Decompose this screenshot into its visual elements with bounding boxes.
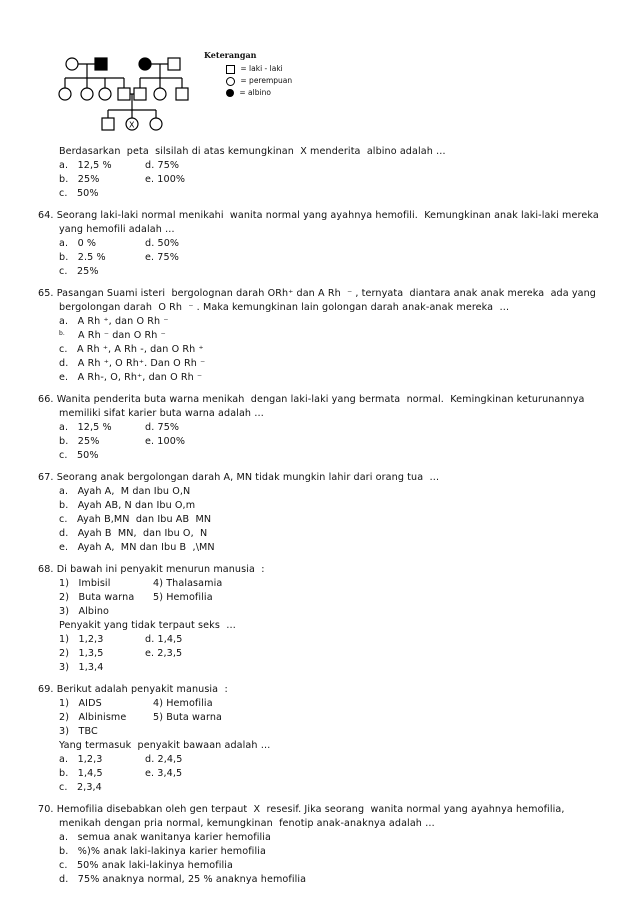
gen2-child-square-icon (118, 88, 130, 100)
q67-option-a: a. Ayah A, M dan Ibu O,N (59, 486, 191, 497)
q68-option-b: 2) 1,3,5 (59, 648, 104, 659)
q65-option-e: e. A Rh-, O, Rh⁺, dan O Rh ⁻ (59, 372, 203, 383)
q66-option-e: e. 100% (145, 436, 186, 447)
gen3-child-circle-icon (150, 118, 162, 130)
gen2-child-circle-icon (99, 88, 111, 100)
gen1-male-icon (168, 58, 180, 70)
q69-item-1: 1) AIDS (59, 698, 102, 709)
q63-option-d: d. 75% (145, 160, 180, 171)
q65-option-d: d. A Rh ⁺, O Rh⁺. Dan O Rh ⁻ (59, 358, 206, 369)
gen3-child-square-icon (102, 118, 114, 130)
gen2-child-circle-icon (81, 88, 93, 100)
q68-item-5: 5) Hemofilia (153, 592, 213, 603)
q69-item-5: 5) Buta warna (153, 712, 223, 723)
gen2-child-square-icon (134, 88, 146, 100)
q68-option-d: d. 1,4,5 (145, 634, 183, 645)
q69-option-b: b. 1,4,5 (59, 768, 103, 779)
q63-option-e: e. 100% (145, 174, 186, 185)
legend-label: = perempuan (240, 76, 293, 85)
square-icon (226, 65, 235, 74)
legend-label: = albino (239, 88, 271, 97)
q66-stem-line2: memiliki sifat karier buta warna adalah … (59, 408, 264, 419)
q69-item-4: 4) Hemofilia (153, 698, 213, 709)
q69-stem: 69. Berikut adalah penyakit manusia : (38, 684, 228, 695)
gen2-child-circle-icon (154, 88, 166, 100)
q64-stem-line1: 64. Seorang laki-laki normal menikahi wanita normal yang ayahnya hemofili. Kemungkinan anak laki-laki mereka (38, 210, 599, 221)
q68-option-a: 1) 1,2,3 (59, 634, 104, 645)
q69-option-a: a. 1,2,3 (59, 754, 103, 765)
gen1-albino-female-icon (139, 58, 151, 70)
legend-item-albino (226, 88, 271, 97)
q67-stem: 67. Seorang anak bergolongan darah A, MN tidak mungkin lahir dari orang tua … (38, 472, 440, 483)
q64-option-e: e. 75% (145, 252, 179, 263)
q69-option-d: d. 2,4,5 (145, 754, 183, 765)
q68-option-e: e. 2,3,5 (145, 648, 183, 659)
q64-stem-line2: yang hemofili adalah … (59, 224, 175, 235)
q68-item-1: 1) Imbisil (59, 578, 111, 589)
q69-item-3: 3) TBC (59, 726, 98, 737)
q65-stem-line1: 65. Pasangan Suami isteri bergolognan darah ORh⁺ dan A Rh ⁻ , ternyata diantara anak anak mereka ada yang (38, 288, 596, 299)
legend-item-male (226, 64, 283, 74)
q66-option-d: d. 75% (145, 422, 180, 433)
gen1-female-icon (66, 58, 78, 70)
q68-item-2: 2) Buta warna (59, 592, 135, 603)
q65-option-b: A Rh ⁻ dan O Rh ⁻ (78, 330, 166, 341)
q65-stem-line2: bergolongan darah O Rh ⁻ . Maka kemungkinan lain golongan darah anak-anak mereka … (59, 302, 510, 313)
q69-question: Yang termasuk penyakit bawaan adalah … (59, 740, 271, 751)
q70-stem-line1: 70. Hemofilia disebabkan oleh gen terpaut X resesif. Jika seorang wanita normal yang ayahnya hemofilia, (38, 804, 565, 815)
filled-circle-icon (226, 89, 234, 97)
q65-option-c: c. A Rh ⁺, A Rh -, dan O Rh ⁺ (59, 344, 204, 355)
q68-question: Penyakit yang tidak terpaut seks … (59, 620, 236, 631)
q64-option-b: b. 2.5 % (59, 252, 106, 263)
gen2-child-square-icon (176, 88, 188, 100)
q66-option-b: b. 25% (59, 436, 100, 447)
q64-option-c: c. 25% (59, 266, 99, 277)
q70-stem-line2: menikah dengan pria normal, kemungkinan fenotip anak-anaknya adalah … (59, 818, 435, 829)
q69-option-c: c. 2,3,4 (59, 782, 102, 793)
q67-option-e: e. Ayah A, MN dan Ibu B ,\MN (59, 542, 215, 553)
q70-option-b: b. %)% anak laki-lakinya karier hemofilia (59, 846, 266, 857)
q66-option-c: c. 50% (59, 450, 99, 461)
q70-option-a: a. semua anak wanitanya karier hemofilia (59, 832, 271, 843)
gen2-child-circle-icon (59, 88, 71, 100)
q65-option-a: a. A Rh ⁺, dan O Rh ⁻ (59, 316, 169, 327)
q63-option-a: a. 12,5 % (59, 160, 112, 171)
circle-icon (226, 77, 235, 86)
gen1-albino-male-icon (95, 58, 107, 70)
q68-option-c: 3) 1,3,4 (59, 662, 104, 673)
q63-option-b: b. 25% (59, 174, 100, 185)
q67-option-d: d. Ayah B MN, dan Ibu O, N (59, 528, 208, 539)
q67-option-b: b. Ayah AB, N dan Ibu O,m (59, 500, 196, 511)
q69-option-e: e. 3,4,5 (145, 768, 183, 779)
q66-stem-line1: 66. Wanita penderita buta warna menikah dengan laki-laki yang bermata normal. Kemingkinan keturunannya (38, 394, 585, 405)
q68-item-4: 4) Thalasamia (153, 578, 223, 589)
q66-option-a: a. 12,5 % (59, 422, 112, 433)
legend-item-female (226, 76, 292, 86)
q70-option-d: d. 75% anaknya normal, 25 % anaknya hemofilia (59, 874, 307, 885)
legend-title: Keterangan (204, 50, 257, 60)
pedigree-x-label: X (129, 120, 135, 130)
q65-option-b-letter: b. (59, 330, 65, 337)
legend-label: = laki - laki (240, 64, 283, 73)
q68-stem: 68. Di bawah ini penyakit menurun manusia : (38, 564, 265, 575)
q63-stem: Berdasarkan peta silsilah di atas kemungkinan X menderita albino adalah … (59, 146, 446, 157)
pedigree-legend (204, 44, 293, 104)
q63-option-c: c. 50% (59, 188, 99, 199)
q68-item-3: 3) Albino (59, 606, 110, 617)
q64-option-a: a. 0 % (59, 238, 97, 249)
q70-option-c: c. 50% anak laki-lakinya hemofilia (59, 860, 234, 871)
q69-item-2: 2) Albinisme (59, 712, 127, 723)
q64-option-d: d. 50% (145, 238, 180, 249)
q67-option-c: c. Ayah B,MN dan Ibu AB MN (59, 514, 212, 525)
